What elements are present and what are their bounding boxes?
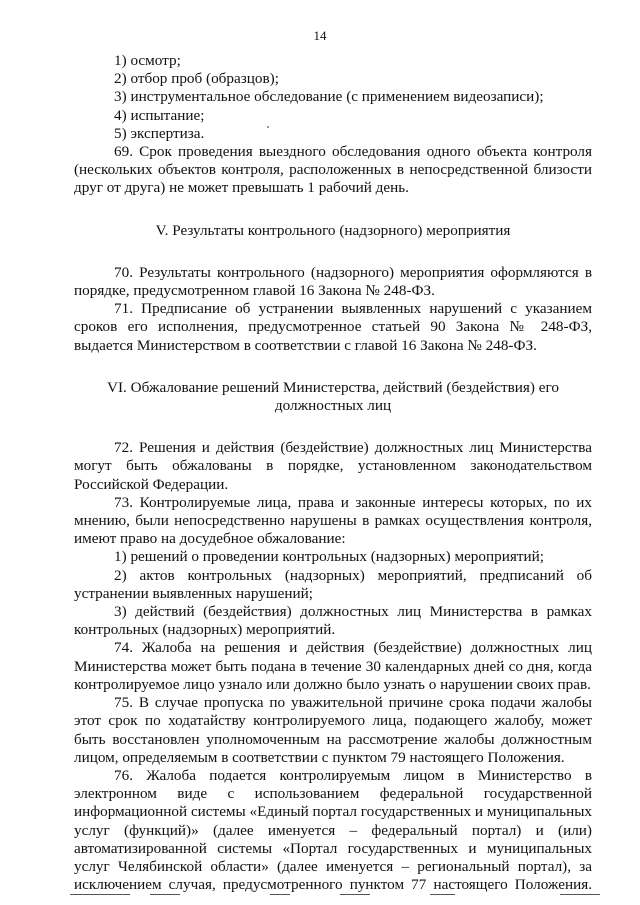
spacer [74, 415, 592, 439]
paragraph: 3) действий (бездействия) должностных лиц Министерства в рамках контрольных (надзорных) мероприятий. [74, 603, 592, 639]
spacer [74, 240, 592, 264]
document-body [74, 52, 592, 894]
paragraph: 1) осмотр; [114, 52, 181, 69]
page-number: 14 [313, 28, 327, 43]
paragraph: 3) инструментальное обследование (с применением видеозаписи); [114, 88, 544, 106]
section-heading: V. Результаты контрольного (надзорного) мероприятия [155, 221, 511, 239]
paragraph: 69. Срок проведения выездного обследования одного объекта контроля (нескольких объектов контроля, расположенных в непосредственной близости друг от друга) не может превышать 1 рабочий день. [74, 143, 592, 197]
paragraph: 75. В случае пропуска по уважительной причине срока подачи жалобы этот срок по ходатайству контролируемого лица, подающего жалобу, может быть восстановлен уполномоченным на рассмотрение жалобы должностным лицом, определяемым в соответствии с пунктом 79 настоящего Положения. [74, 694, 592, 766]
section-heading: VI. Обжалование решений Министерства, действий (бездействия) его должностных лиц [107, 378, 559, 415]
spacer [74, 355, 592, 379]
spacer [74, 198, 592, 222]
paragraph: 2) актов контрольных (надзорных) мероприятий, предписаний об устранении выявленных нарушений; [74, 566, 592, 602]
paragraph: 2) отбор проб (образцов); [114, 70, 279, 88]
page-edge-artifact [0, 894, 640, 900]
paragraph: 4) испытание; [114, 106, 205, 124]
paragraph: 1) решений о проведении контрольных (надзорных) мероприятий; [114, 548, 544, 566]
paragraph: 72. Решения и действия (бездействие) должностных лиц Министерства могут быть обжалованы в порядке, установленном законодательством Российской Федерации. [74, 439, 592, 493]
paragraph: 5) экспертиза. [114, 124, 205, 142]
paragraph: 74. Жалоба на решения и действия (бездействие) должностных лиц Министерства может быть подана в течение 30 календарных дней со дня, когда контролируемое лицо узнало или должно было узнать о нарушении своих прав. [74, 639, 592, 693]
paragraph: 73. Контролируемые лица, права и законные интересы которых, по их мнению, были непосредственно нарушены в рамках осуществления контроля, имеют право на досудебное обжалование: [74, 493, 592, 548]
paragraph: 76. Жалоба подается контролируемым лицом в Министерство в электронном виде с использованием федеральной государственной информационной системы «Единый портал государственных и муниципальных услуг (функций)» (далее именуется – федеральный портал) и (или) автоматизированной системы «Портал государственных и муниципальных услуг Челябинской области» (далее именуется – региональный портал), за исключением случая, предусмотренного пунктом 77 настоящего Положения. [74, 766, 592, 894]
paragraph: 71. Предписание об устранении выявленных нарушений с указанием сроков его исполнения, предусмотренное статьей 90 Закона № 248-ФЗ, выдается Министерством в соответствии с главой 16 Закона № 248-ФЗ. [74, 300, 592, 354]
paragraph: 70. Результаты контрольного (надзорного) мероприятия оформляются в порядке, предусмотренном главой 16 Закона № 248-ФЗ. [74, 263, 592, 300]
